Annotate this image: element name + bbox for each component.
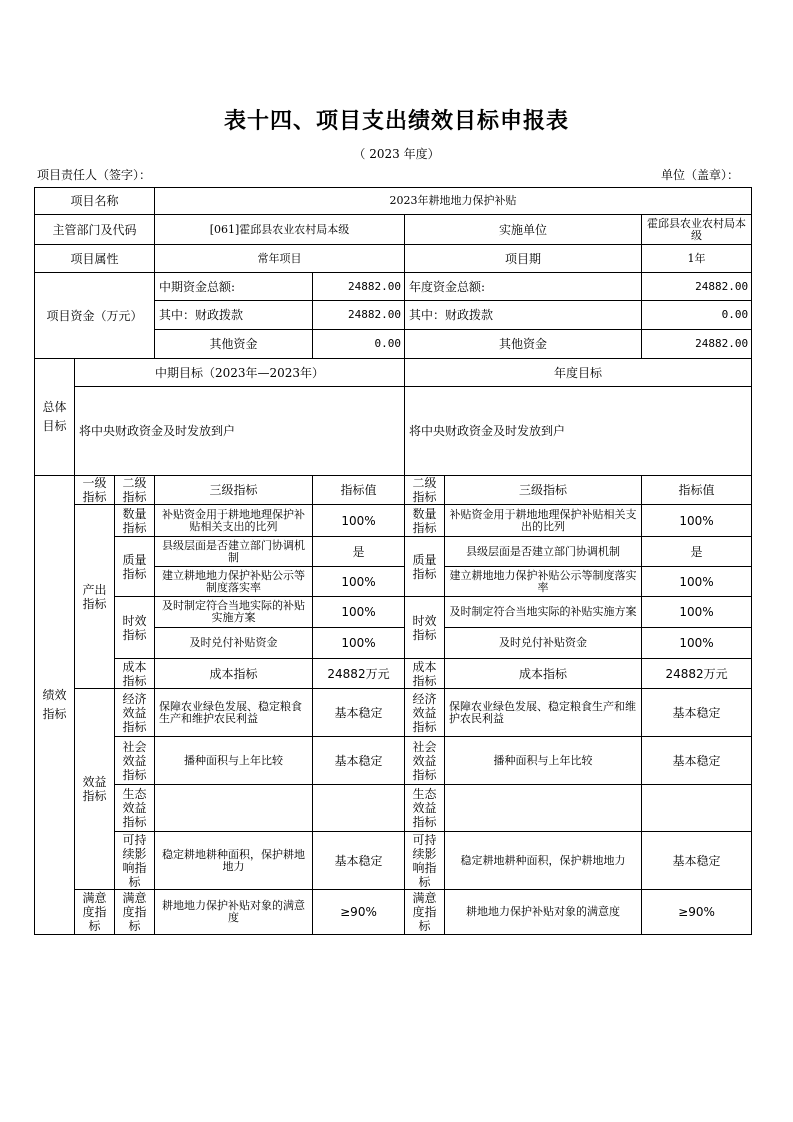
timeliness-indicator-year: 时效指标 (405, 597, 445, 659)
project-attribute-label: 项目属性 (35, 245, 155, 273)
project-attribute-value: 常年项目 (155, 245, 405, 273)
ecological-indicator-mid: 生态效益指标 (115, 785, 155, 832)
project-name-row (35, 188, 752, 215)
quality-value-1-mid: 是 (313, 537, 405, 567)
cost-metric-year: 成本指标 (445, 659, 642, 689)
timeliness-metric-2-mid: 及时兑付补贴资金 (155, 628, 313, 659)
satisfaction-value-year: ≥90% (642, 890, 752, 935)
level3-header-year: 三级指标 (445, 476, 642, 505)
social-value-year: 基本稳定 (642, 737, 752, 785)
sustainable-indicator-year: 可持续影响指标 (405, 832, 445, 890)
implementing-unit-label: 实施单位 (405, 215, 642, 245)
year-total-label: 年度资金总额: (405, 273, 642, 301)
mid-other-value: 0.00 (313, 330, 405, 359)
value-header-mid: 指标值 (313, 476, 405, 505)
year-other-value: 24882.00 (642, 330, 752, 359)
indicator-row (35, 890, 752, 935)
cost-value-mid: 24882万元 (313, 659, 405, 689)
satisfaction-indicator-year: 满意度指标 (405, 890, 445, 935)
indicator-row (35, 659, 752, 689)
social-metric-mid: 播种面积与上年比较 (155, 737, 313, 785)
mid-goal-text: 将中央财政资金及时发放到户 (75, 387, 405, 476)
economic-metric-mid: 保障农业绿色发展、稳定粮食生产和维护农民利益 (155, 689, 313, 737)
quality-value-1-year: 是 (642, 537, 752, 567)
ecological-metric-year (445, 785, 642, 832)
performance-form-table (34, 187, 752, 935)
timeliness-metric-1-mid: 及时制定符合当地实际的补贴实施方案 (155, 597, 313, 628)
quality-value-2-mid: 100% (313, 567, 405, 597)
year-other-label: 其他资金 (405, 330, 642, 359)
sustainable-indicator-mid: 可持续影响指标 (115, 832, 155, 890)
economic-value-mid: 基本稳定 (313, 689, 405, 737)
economic-indicator-year: 经济效益指标 (405, 689, 445, 737)
indicator-header-row (35, 476, 752, 505)
level2-header-mid: 二级指标 (115, 476, 155, 505)
quality-indicator-year: 质量指标 (405, 537, 445, 597)
overall-goals-label: 总体目标 (35, 359, 75, 476)
page-title: 表十四、项目支出绩效目标申报表 (223, 109, 569, 134)
timeliness-metric-1-year: 及时制定符合当地实际的补贴实施方案 (445, 597, 642, 628)
indicator-row (35, 785, 752, 832)
mid-other-label: 其他资金 (155, 330, 313, 359)
mid-fiscal-label: 其中：财政拨款 (155, 301, 313, 330)
economic-indicator-mid: 经济效益指标 (115, 689, 155, 737)
form-table-wrapper (34, 187, 752, 935)
sustainable-metric-year: 稳定耕地耕种面积，保护耕地地力 (445, 832, 642, 890)
indicator-row (35, 597, 752, 628)
goals-header-row (35, 359, 752, 387)
level3-header-mid: 三级指标 (155, 476, 313, 505)
level2-header-year: 二级指标 (405, 476, 445, 505)
quantity-value-year: 100% (642, 505, 752, 537)
satisfaction-indicator-mid: 满意度指标 (115, 890, 155, 935)
benefit-indicator-label: 效益指标 (75, 689, 115, 890)
year-fiscal-label: 其中：财政拨款 (405, 301, 642, 330)
year-line: （ 2023 年度） (353, 147, 440, 161)
responsible-label: 项目责任人（签字）： (37, 168, 152, 182)
cost-value-year: 24882万元 (642, 659, 752, 689)
social-indicator-year: 社会效益指标 (405, 737, 445, 785)
social-value-mid: 基本稳定 (313, 737, 405, 785)
department-value: [061]霍邱县农业农村局本级 (155, 215, 405, 245)
project-period-value: 1年 (642, 245, 752, 273)
indicator-row (35, 505, 752, 537)
cost-metric-mid: 成本指标 (155, 659, 313, 689)
performance-indicators-label: 绩效指标 (35, 476, 75, 935)
timeliness-value-2-mid: 100% (313, 628, 405, 659)
department-label: 主管部门及代码 (35, 215, 155, 245)
economic-value-year: 基本稳定 (642, 689, 752, 737)
ecological-indicator-year: 生态效益指标 (405, 785, 445, 832)
quality-metric-2-year: 建立耕地地力保护补贴公示等制度落实率 (445, 567, 642, 597)
sustainable-metric-mid: 稳定耕地耕种面积，保护耕地地力 (155, 832, 313, 890)
quality-value-2-year: 100% (642, 567, 752, 597)
indicator-row (35, 832, 752, 890)
cost-indicator-mid: 成本指标 (115, 659, 155, 689)
unit-label: 单位（盖章）： (660, 168, 739, 182)
timeliness-metric-2-year: 及时兑付补贴资金 (445, 628, 642, 659)
output-indicator-label: 产出指标 (75, 505, 115, 689)
indicator-row (35, 689, 752, 737)
project-period-label: 项目期 (405, 245, 642, 273)
satisfaction-value-mid: ≥90% (313, 890, 405, 935)
quality-indicator-mid: 质量指标 (115, 537, 155, 597)
quantity-metric-mid: 补贴资金用于耕地地理保护补贴相关支出的比列 (155, 505, 313, 537)
year-goal-text: 将中央财政资金及时发放到户 (405, 387, 752, 476)
funds-row-total (35, 273, 752, 301)
quantity-value-mid: 100% (313, 505, 405, 537)
year-goal-header: 年度目标 (405, 359, 752, 387)
timeliness-indicator-mid: 时效指标 (115, 597, 155, 659)
year-fiscal-value: 0.00 (642, 301, 752, 330)
sustainable-value-year: 基本稳定 (642, 832, 752, 890)
mid-total-value: 24882.00 (313, 273, 405, 301)
social-metric-year: 播种面积与上年比较 (445, 737, 642, 785)
satisfaction-indicator-label: 满意度指标 (75, 890, 115, 935)
timeliness-value-2-year: 100% (642, 628, 752, 659)
mid-fiscal-value: 24882.00 (313, 301, 405, 330)
indicator-row (35, 537, 752, 567)
value-header-year: 指标值 (642, 476, 752, 505)
quality-metric-2-mid: 建立耕地地力保护补贴公示等制度落实率 (155, 567, 313, 597)
sustainable-value-mid: 基本稳定 (313, 832, 405, 890)
social-indicator-mid: 社会效益指标 (115, 737, 155, 785)
quality-metric-1-year: 县级层面是否建立部门协调机制 (445, 537, 642, 567)
attribute-row (35, 245, 752, 273)
implementing-unit-value: 霍邱县农业农村局本级 (642, 215, 752, 245)
timeliness-value-1-year: 100% (642, 597, 752, 628)
level1-header: 一级指标 (75, 476, 115, 505)
timeliness-value-1-mid: 100% (313, 597, 405, 628)
project-funds-label: 项目资金（万元） (35, 273, 155, 359)
project-name-value: 2023年耕地地力保护补贴 (155, 188, 752, 215)
mid-total-label: 中期资金总额: (155, 273, 313, 301)
cost-indicator-year: 成本指标 (405, 659, 445, 689)
mid-goal-header: 中期目标（2023年—2023年） (75, 359, 405, 387)
indicator-row (35, 737, 752, 785)
department-row (35, 215, 752, 245)
goals-text-row (35, 387, 752, 476)
satisfaction-metric-mid: 耕地地力保护补贴对象的满意度 (155, 890, 313, 935)
satisfaction-metric-year: 耕地地力保护补贴对象的满意度 (445, 890, 642, 935)
economic-metric-year: 保障农业绿色发展、稳定粮食生产和维护农民利益 (445, 689, 642, 737)
quantity-indicator-year: 数量指标 (405, 505, 445, 537)
ecological-value-year (642, 785, 752, 832)
quantity-indicator-mid: 数量指标 (115, 505, 155, 537)
quantity-metric-year: 补贴资金用于耕地地理保护补贴相关支出的比列 (445, 505, 642, 537)
ecological-metric-mid (155, 785, 313, 832)
quality-metric-1-mid: 县级层面是否建立部门协调机制 (155, 537, 313, 567)
ecological-value-mid (313, 785, 405, 832)
year-total-value: 24882.00 (642, 273, 752, 301)
project-name-label: 项目名称 (35, 188, 155, 215)
